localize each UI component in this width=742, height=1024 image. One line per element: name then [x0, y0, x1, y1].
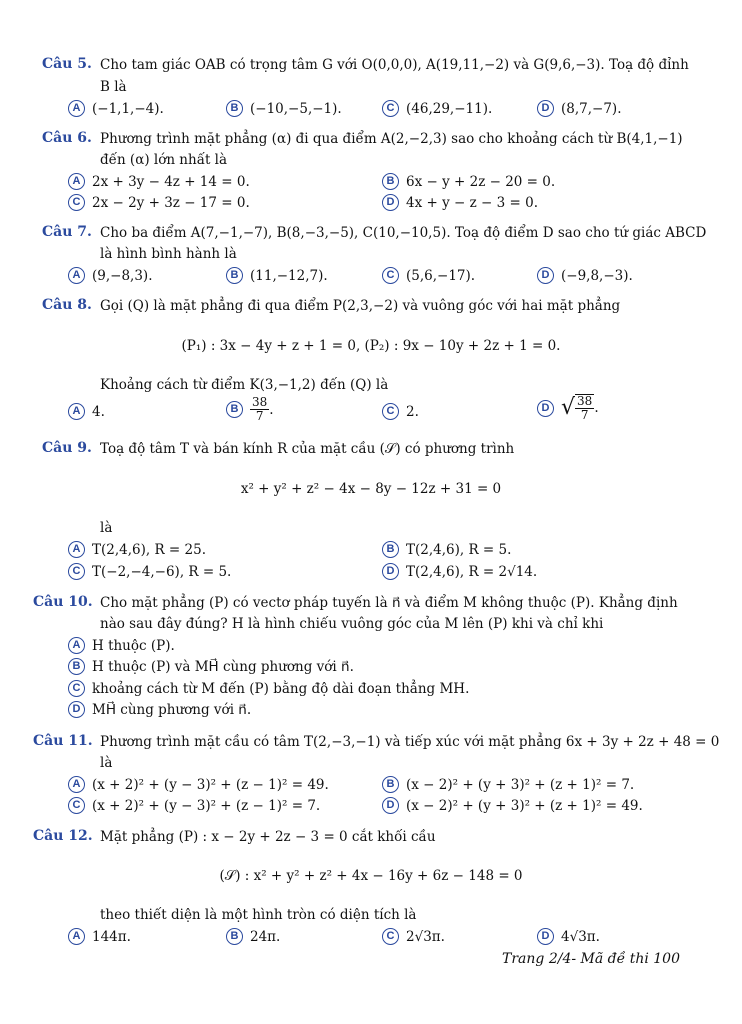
option-d-badge: D — [537, 267, 554, 284]
option-text: 4x + y − z − 3 = 0. — [406, 194, 538, 211]
option-c-badge: C — [68, 194, 85, 211]
question-7-text-line-2: là hình bình hành là — [100, 246, 237, 262]
option-text: 24π. — [250, 928, 281, 945]
question-11-label: Câu 11. — [33, 733, 93, 749]
option-text: 2. — [406, 403, 419, 420]
question-11-option-c[interactable] — [68, 797, 320, 814]
question-5-option-a[interactable] — [68, 100, 164, 117]
question-7-text-line-1: Cho ba điểm A(7,−1,−7), B(8,−3,−5), C(10,−10,5). Toạ độ điểm D sao cho tứ giác ABCD — [100, 225, 707, 241]
question-9-option-d[interactable] — [382, 563, 537, 580]
option-text: H thuộc (P). — [92, 637, 175, 654]
option-text: (8,7,−7). — [561, 100, 622, 117]
question-5-text-line-1: Cho tam giác OAB có trọng tâm G với O(0,0,0), A(19,11,−2) và G(9,6,−3). Toạ độ đỉnh — [100, 57, 689, 73]
question-12-text-line-1: Mặt phẳng (P) : x − 2y + 2z − 3 = 0 cắt khối cầu — [100, 829, 436, 845]
question-12-label: Câu 12. — [33, 828, 93, 844]
question-9-option-c[interactable] — [68, 563, 231, 580]
question-10-label: Câu 10. — [33, 594, 93, 610]
question-9-text-line-1: Toạ độ tâm T và bán kính R của mặt cầu (𝒮) có phương trình — [100, 441, 515, 457]
option-b-badge: B — [226, 401, 243, 418]
question-8-option-d[interactable]: D √ $\frac{38}{7}$ . — [537, 394, 599, 422]
question-6-text-line-1: Phương trình mặt phẳng (α) đi qua điểm A(2,−2,3) sao cho khoảng cách từ B(4,1,−1) — [100, 131, 683, 147]
option-c-badge: C — [382, 928, 399, 945]
question-6-text-line-2: đến (α) lớn nhất là — [100, 152, 228, 168]
option-text: T(2,4,6), R = 25. — [92, 541, 206, 558]
square-root — [561, 394, 594, 422]
question-12-option-c[interactable] — [382, 928, 445, 945]
question-11-option-a[interactable] — [68, 776, 329, 793]
question-12-option-b[interactable] — [226, 928, 280, 945]
option-text: khoảng cách từ M đến (P) bằng độ dài đoạn thẳng MH. — [92, 680, 470, 697]
option-a-badge: A — [68, 637, 85, 654]
question-5-text-line-2: B là — [100, 79, 127, 95]
option-b-badge: B — [382, 541, 399, 558]
question-11-text-line-2: là — [100, 755, 113, 771]
option-d-badge: D — [537, 400, 554, 417]
question-7-option-d[interactable] — [537, 267, 633, 284]
question-12-option-a[interactable] — [68, 928, 131, 945]
option-c-badge: C — [382, 403, 399, 420]
option-text: (x − 2)² + (y + 3)² + (z + 1)² = 49. — [406, 797, 643, 814]
option-text: H thuộc (P) và MH⃗ cùng phương với n⃗. — [92, 658, 354, 675]
option-text: 2x − 2y + 3z − 17 = 0. — [92, 194, 250, 211]
option-text: (x + 2)² + (y − 3)² + (z − 1)² = 7. — [92, 797, 321, 814]
question-12-option-d[interactable] — [537, 928, 600, 945]
option-b-badge: B — [382, 776, 399, 793]
question-9-text-after: là — [100, 520, 113, 536]
option-a-badge: A — [68, 541, 85, 558]
question-6-option-d[interactable] — [382, 194, 538, 211]
option-text: (−1,1,−4). — [92, 100, 164, 117]
question-10-option-d[interactable] — [68, 701, 251, 718]
question-10-text-line-2: nào sau đây đúng? H là hình chiếu vuông góc của M lên (P) khi và chỉ khi — [100, 616, 604, 632]
option-text: 4√3π. — [561, 928, 600, 945]
option-d-badge: D — [382, 194, 399, 211]
option-c-badge: C — [68, 797, 85, 814]
option-b-badge: B — [382, 173, 399, 190]
option-text: (11,−12,7). — [250, 267, 328, 284]
option-a-badge: A — [68, 928, 85, 945]
option-text: T(2,4,6), R = 5. — [406, 541, 512, 558]
question-6-option-b[interactable] — [382, 173, 555, 190]
option-c-badge: C — [382, 100, 399, 117]
question-5-option-b[interactable] — [226, 100, 342, 117]
option-text: (46,29,−11). — [406, 100, 493, 117]
option-d-badge: D — [68, 701, 85, 718]
option-d-badge: D — [537, 928, 554, 945]
option-c-badge: C — [68, 563, 85, 580]
question-6-option-c[interactable] — [68, 194, 250, 211]
question-11-text-line-1: Phương trình mặt cầu có tâm T(2,−3,−1) và tiếp xúc với mặt phẳng 6x + 3y + 2z + 48 = 0 — [100, 734, 720, 750]
question-9-label: Câu 9. — [42, 440, 92, 456]
option-text: 2x + 3y − 4z + 14 = 0. — [92, 173, 250, 190]
page-footer: Trang 2/4- Mã đề thi 100 — [502, 951, 680, 967]
question-7-label: Câu 7. — [42, 224, 92, 240]
question-8-label: Câu 8. — [42, 297, 92, 313]
question-6-label: Câu 6. — [42, 130, 92, 146]
option-d-badge: D — [537, 100, 554, 117]
option-text: (x + 2)² + (y − 3)² + (z − 1)² = 49. — [92, 776, 329, 793]
option-b-badge: B — [226, 928, 243, 945]
question-8-option-a[interactable] — [68, 403, 105, 420]
option-d-badge: D — [382, 797, 399, 814]
question-7-option-c[interactable] — [382, 267, 475, 284]
option-b-badge: B — [226, 267, 243, 284]
option-text: 2√3π. — [406, 928, 445, 945]
question-11-option-b[interactable] — [382, 776, 634, 793]
question-8-text-line-1: Gọi (Q) là mặt phẳng đi qua điểm P(2,3,−2) và vuông góc với hai mặt phẳng — [100, 298, 621, 314]
option-text: (−10,−5,−1). — [250, 100, 342, 117]
fraction — [250, 396, 269, 423]
option-text: T(−2,−4,−6), R = 5. — [92, 563, 232, 580]
option-c-badge: C — [68, 680, 85, 697]
option-a-badge: A — [68, 267, 85, 284]
question-8-text-after: Khoảng cách từ điểm K(3,−1,2) đến (Q) là — [100, 377, 389, 393]
option-text: (5,6,−17). — [406, 267, 476, 284]
question-10-option-c[interactable] — [68, 680, 469, 697]
question-5-label: Câu 5. — [42, 56, 92, 72]
question-5-option-c[interactable] — [382, 100, 492, 117]
option-a-badge: A — [68, 173, 85, 190]
option-a-badge: A — [68, 403, 85, 420]
option-d-badge: D — [382, 563, 399, 580]
fraction — [575, 394, 594, 422]
denominator: 7 — [580, 408, 589, 422]
numerator: 38 — [577, 394, 593, 408]
question-9-option-b[interactable] — [382, 541, 511, 558]
numerator: 38 — [252, 395, 268, 409]
question-9-formula: x² + y² + z² − 4x − 8y − 12z + 31 = 0 — [240, 481, 502, 497]
option-text: (x − 2)² + (y + 3)² + (z + 1)² = 7. — [406, 776, 635, 793]
question-6-option-a[interactable] — [68, 173, 250, 190]
denominator: 7 — [255, 409, 264, 423]
option-text: (−9,8,−3). — [561, 267, 633, 284]
question-8-formula: (P₁) : 3x − 4y + z + 1 = 0, (P₂) : 9x − 10y + 2z + 1 = 0. — [181, 338, 561, 354]
option-b-badge: B — [226, 100, 243, 117]
radical-sign-icon: √ — [561, 395, 576, 420]
question-12-text-after: theo thiết diện là một hình tròn có diện tích là — [100, 907, 417, 923]
option-text: MH⃗ cùng phương với n⃗. — [92, 701, 252, 718]
option-text: 4. — [92, 403, 105, 420]
option-text: T(2,4,6), R = 2√14. — [406, 563, 538, 580]
question-12-formula: (𝒮) : x² + y² + z² + 4x − 16y + 6z − 148 = 0 — [219, 868, 523, 884]
question-9-option-a[interactable] — [68, 541, 206, 558]
question-8-option-b[interactable]: B $\frac{38}{7}$ . — [226, 396, 274, 423]
question-10-text-line-1: Cho mặt phẳng (P) có vectơ pháp tuyến là n⃗ và điểm M không thuộc (P). Khẳng định — [100, 595, 678, 611]
option-text: 144π. — [92, 928, 131, 945]
question-11-option-d[interactable] — [382, 797, 643, 814]
question-7-option-a[interactable] — [68, 267, 153, 284]
option-a-badge: A — [68, 776, 85, 793]
question-5-option-d[interactable] — [537, 100, 622, 117]
option-a-badge: A — [68, 100, 85, 117]
option-c-badge: C — [382, 267, 399, 284]
option-text: 6x − y + 2z − 20 = 0. — [406, 173, 556, 190]
question-8-option-c[interactable] — [382, 403, 419, 420]
question-10-option-b[interactable] — [68, 658, 354, 675]
option-text: (9,−8,3). — [92, 267, 153, 284]
question-10-option-a[interactable] — [68, 637, 175, 654]
question-7-option-b[interactable] — [226, 267, 328, 284]
option-b-badge: B — [68, 658, 85, 675]
